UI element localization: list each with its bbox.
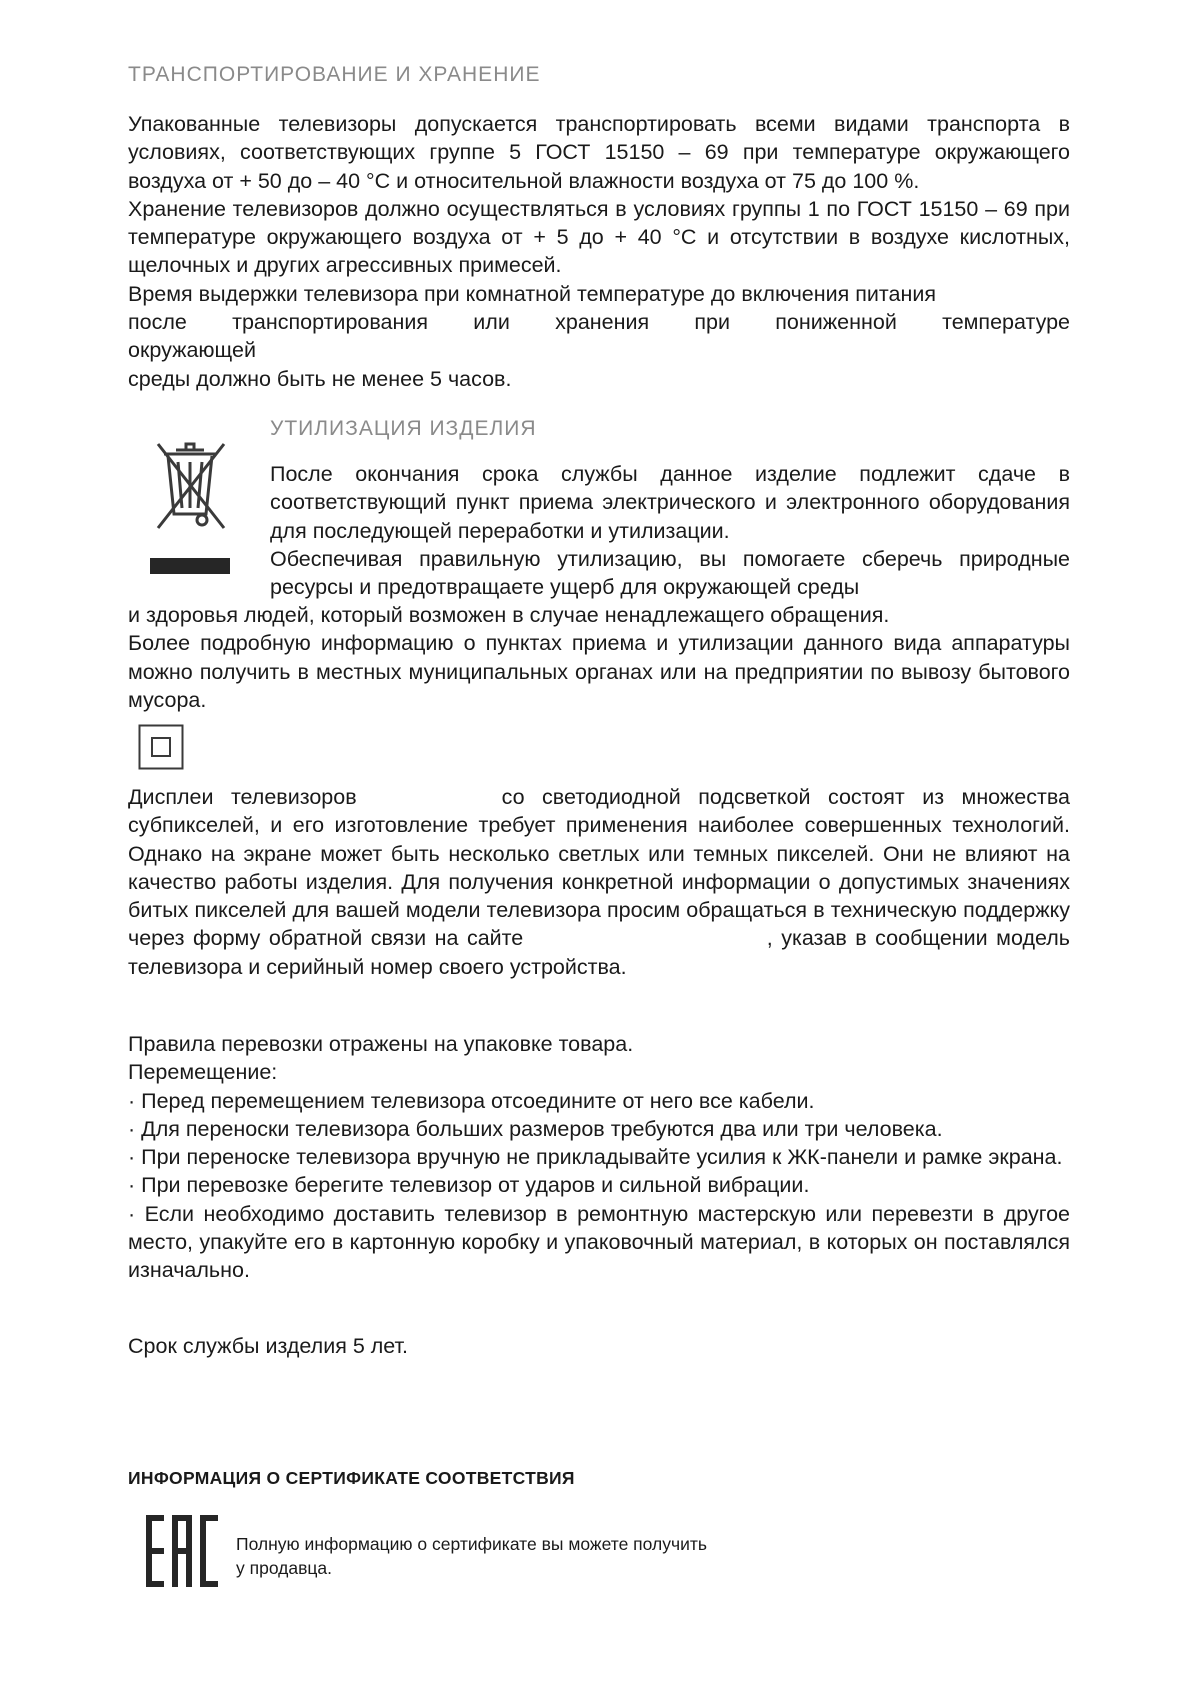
certificate-text: Полную информацию о сертификате вы можете получить у продавца. <box>236 1534 707 1578</box>
moving-item-4: · При перевозке берегите телевизор от ударов и сильной вибрации. <box>128 1173 810 1198</box>
transport-paragraph-1: Упакованные телевизоры допускается транспортировать всеми видами транспорта в условиях, соответствующих группе 5 ГОСТ 15150 – 69 при температуре окружающего воздуха от + 50 до – 40 °С и относительной влажности воздуха от 75 до 100 %. <box>128 112 1070 193</box>
display-paragraph <box>128 783 1070 981</box>
weee-crossed-bin-icon <box>150 440 230 582</box>
moving-section <box>128 1030 1070 1285</box>
certificate-title: ИНФОРМАЦИЯ О СЕРТИФИКАТЕ СООТВЕТСТВИЯ <box>128 1468 575 1488</box>
transport-paragraph-3-line-2: после транспортирования или хранения при пониженной температуре <box>128 310 1070 335</box>
disposal-paragraph-3: Более подробную информацию о пунктах приема и утилизации данного вида аппаратуры можно получить в местных муниципальных органах или на предприятии по вывозу бытового мусора. <box>128 631 1070 712</box>
transport-paragraph-3-line-1: Время выдержки телевизора при комнатной температуре до включения питания <box>128 281 937 306</box>
moving-item-1: · Перед перемещением телевизора отсоедините от него все кабели. <box>128 1088 815 1113</box>
transport-rules-line: Правила перевозки отражены на упаковке товара. <box>128 1032 634 1056</box>
display-text-start: Дисплеи телевизоров <box>128 785 357 809</box>
disposal-heading: УТИЛИЗАЦИЯ ИЗДЕЛИЯ <box>270 417 537 440</box>
disposal-continuation <box>128 601 1070 714</box>
lifetime-line: Срок службы изделия 5 лет. <box>128 1334 408 1358</box>
transport-paragraph-3-line-4: среды должно быть не менее 5 часов. <box>128 366 512 391</box>
disposal-text-block <box>270 460 1070 601</box>
disposal-paragraph-2a: Обеспечивая правильную утилизацию, вы помогаете сберечь природные ресурсы и предотвращаете ущерб для окружающей среды <box>270 546 1070 600</box>
display-text-middle: со светодиодной подсветкой состоят из множества субпикселей, и его изготовление требует применения наиболее совершенных технологий. Однако на экране может быть несколько светлых или темных пикселей. Они не влияют на качество работы изделия. Для получения конкретной информации о допустимых значениях битых пикселей для вашей модели телевизора просим обращаться в техническую поддержку через форму обратной связи на сайте <box>128 785 1070 951</box>
moving-title: Перемещение: <box>128 1060 278 1085</box>
disposal-paragraph-1: После окончания срока службы данное изделие подлежит сдаче в соответствующий пункт приема электрического и электронного оборудования для последующей переработки и утилизации. <box>270 462 1070 543</box>
moving-item-2: · Для переноски телевизора больших размеров требуются два или три человека. <box>128 1116 943 1141</box>
display-text-end: , указав в сообщении модель телевизора и серийный номер своего устройства. <box>128 926 1070 979</box>
display-section <box>128 783 1070 981</box>
moving-item-3: · При переноске телевизора вручную не прикладывайте усилия к ЖК-панели и рамке экрана. <box>128 1145 1063 1170</box>
disposal-paragraph-2b: и здоровья людей, который возможен в случае ненадлежащего обращения. <box>128 603 890 627</box>
double-insulation-icon <box>138 724 184 770</box>
transport-section <box>128 110 1070 393</box>
eac-logo <box>146 1515 218 1587</box>
transport-paragraph-2: Хранение телевизоров должно осуществляться в условиях группы 1 по ГОСТ 15150 – 69 при температуре окружающего воздуха от + 5 до + 40 °С и отсутствии в воздухе кислотных, щелочных и других агрессивных примесей. <box>128 196 1070 278</box>
moving-item-5: · Если необходимо доставить телевизор в ремонтную мастерскую или перевезти в другое место, упакуйте его в картонную коробку и упаковочный материал, в которых он поставлялся изначально. <box>128 1201 1070 1283</box>
transport-heading: ТРАНСПОРТИРОВАНИЕ И ХРАНЕНИЕ <box>128 63 541 86</box>
transport-paragraph-3-line-3: окружающей <box>128 338 256 363</box>
